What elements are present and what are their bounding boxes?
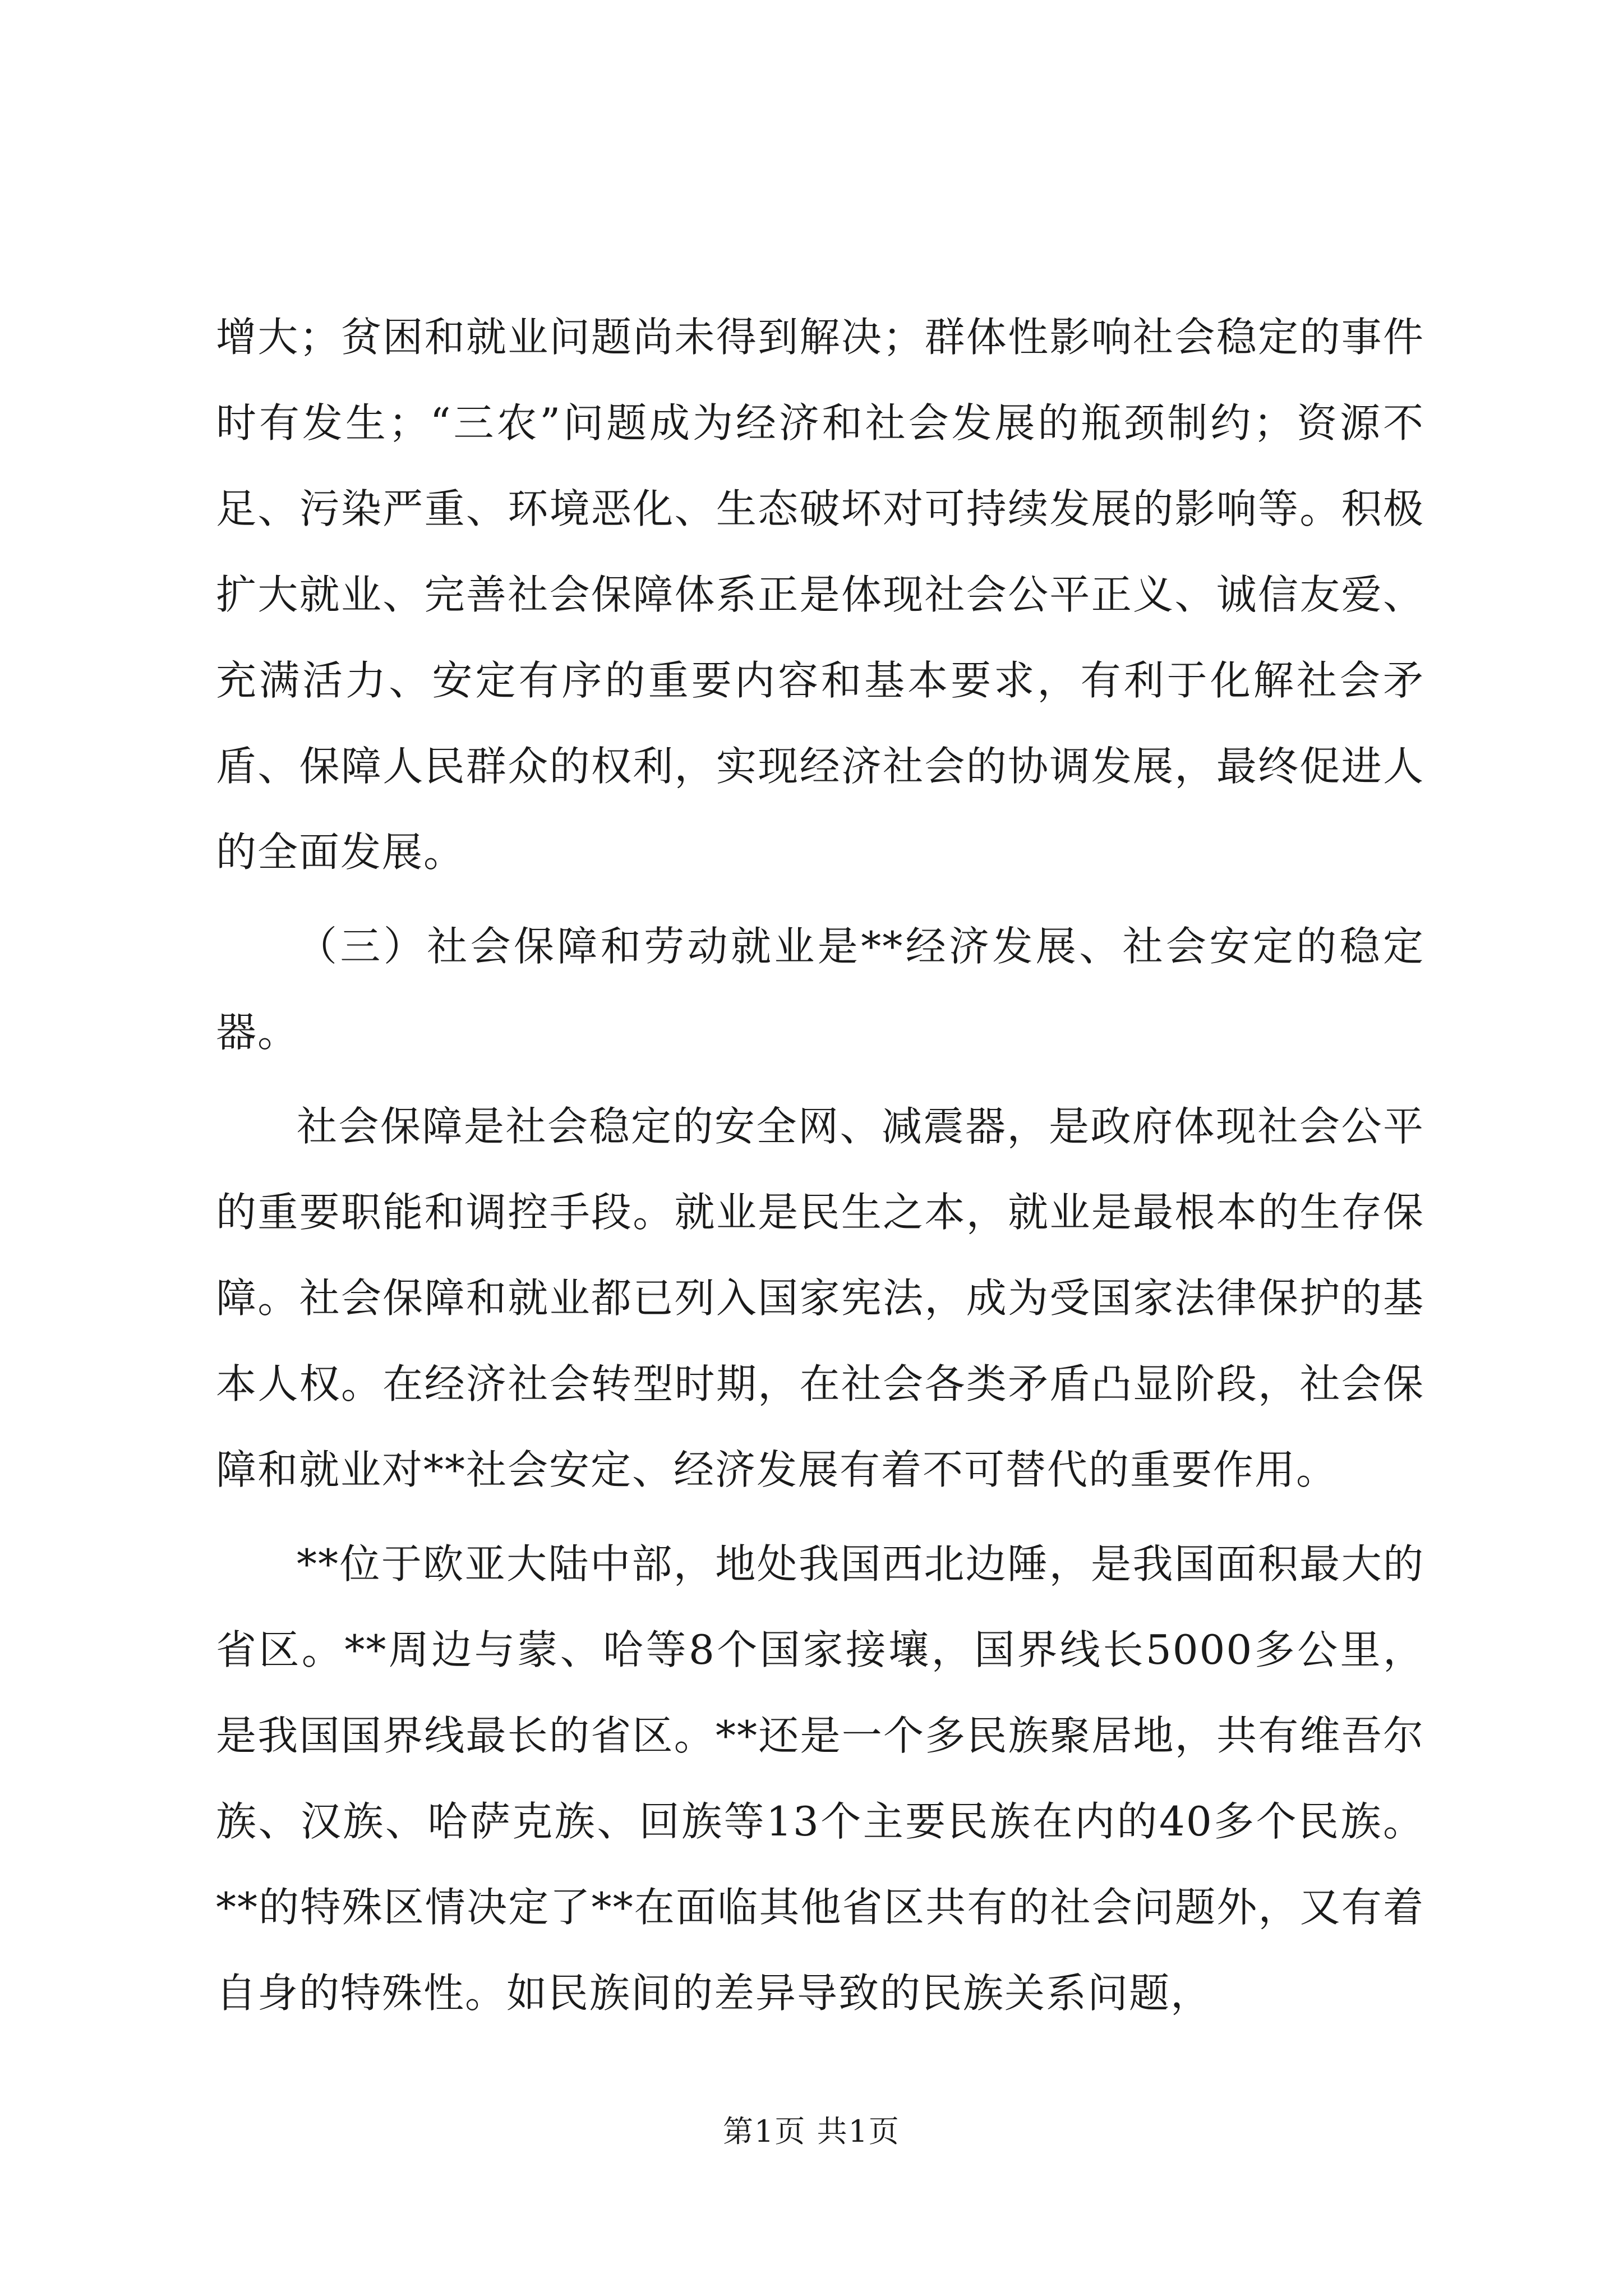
paragraph-region-overview: **位于欧亚大陆中部，地处我国西北边陲，是我国面积最大的省区。**周边与蒙、哈等8个国家接壤，国界线长5000多公里，是我国国界线最长的省区。**还是一个多民族聚居地，共有维吾尔族、汉族、哈萨克族、回族等13个主要民族在内的40多个民族。**的特殊区情决定了**在面临其他省区共有的社会问题外，又有着自身的特殊性。如民族间的差异导致的民族关系问题， [216, 1540, 1424, 2017]
paragraph-continuation: 增大；贫困和就业问题尚未得到解决；群体性影响社会稳定的事件时有发生；“三农”问题成为经济和社会发展的瓶颈制约；资源不足、污染严重、环境恶化、生态破坏对可持续发展的影响等。积极扩大就业、完善社会保障体系正是体现社会公平正义、诚信友爱、充满活力、安定有序的重要内容和基本要求，有利于化解社会矛盾、保障人民群众的权利，实现经济社会的协调发展，最终促进人的全面发展。 [216, 314, 1424, 876]
document-body [216, 295, 1424, 2036]
page-number-footer: 第1页 共1页 [723, 2114, 900, 2149]
section-heading: （三）社会保障和劳动就业是**经济发展、社会安定的稳定器。 [216, 923, 1424, 1056]
paragraph-social-security: 社会保障是社会稳定的安全网、减震器，是政府体现社会公平的重要职能和调控手段。就业是民生之本，就业是最根本的生存保障。社会保障和就业都已列入国家宪法，成为受国家法律保护的基本人权。在经济社会转型时期，在社会各类矛盾凸显阶段，社会保障和就业对**社会安定、经济发展有着不可替代的重要作用。 [216, 1103, 1424, 1493]
